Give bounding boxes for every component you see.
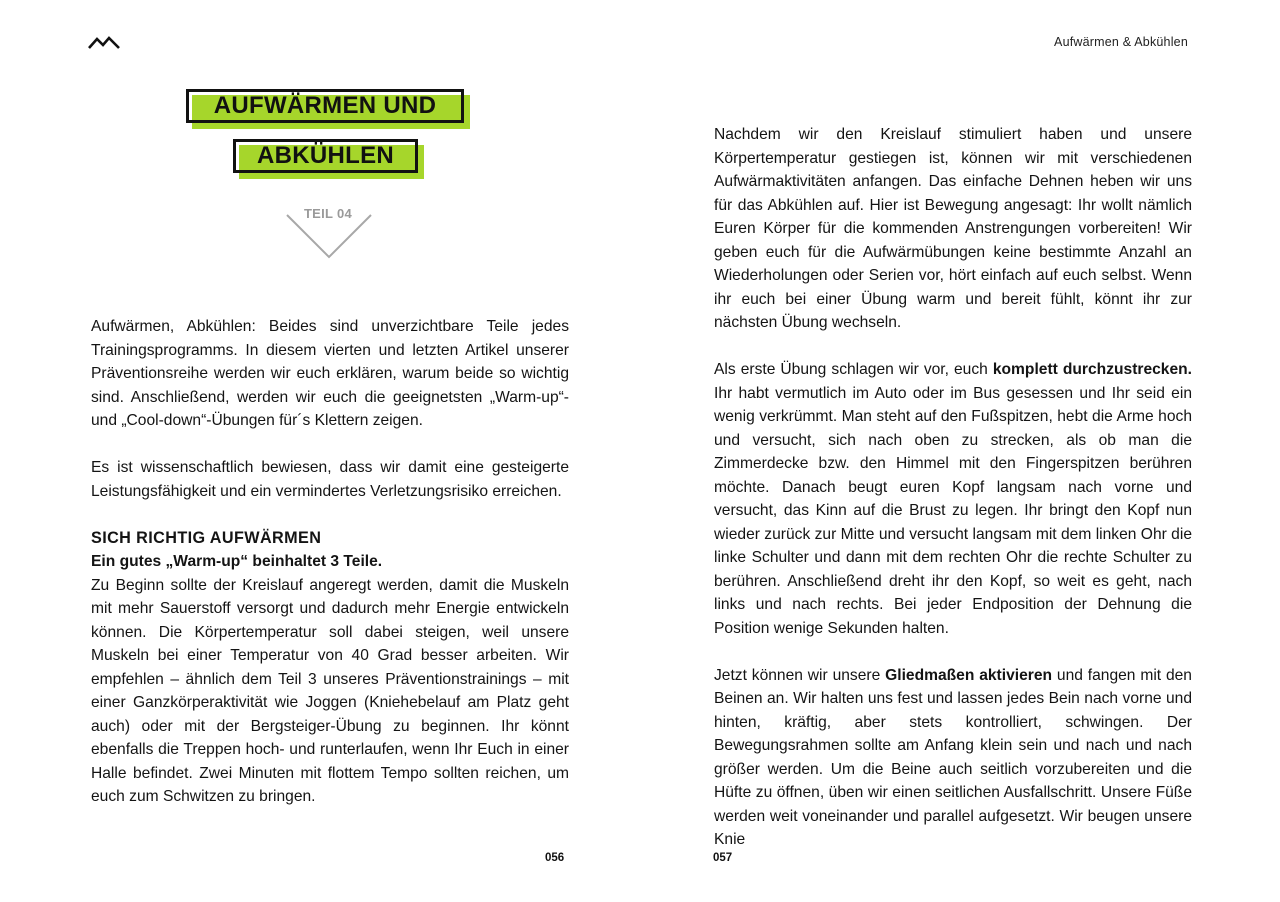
section-heading: SICH RICHTIG AUFWÄRMEN [91, 528, 322, 547]
body-paragraph: Zu Beginn sollte der Kreislauf angeregt werden, damit die Muskeln mit mehr Sauerstoff versorgt und dadurch mehr Energie entwickeln können. Die Körpertemperatur soll dabei steigen, weil unsere Muskeln bei einer Temperatur von 40 Grad besser arbeiten. Wir empfehlen – ähnlich dem Teil 3 unseres Präventionstrainings – mit einer Ganzkörperaktivität wie Joggen (Kniehebelauf am Platz geht auch) oder mit der Bergsteiger-Übung zu beginnen. Ihr könnt ebenfalls die Treppen hoch- und runterlaufen, wenn Ihr Euch in einer Halle befindet. Zwei Minuten mit flottem Tempo sollten reichen, um euch zum Schwitzen zu bringen. [91, 576, 569, 805]
mountain-logo-icon [88, 34, 120, 50]
page-number-right: 057 [713, 852, 733, 864]
chevron-down-icon [285, 213, 373, 261]
intro-paragraph: Aufwärmen, Abkühlen: Beides sind unverzichtbare Teile jedes Trainingsprogramms. In diesem vierten und letzten Artikel unserer Präventionsreihe werden wir euch erklären, warum beide so wichtig sind. Anschließend, werden wir euch die geeignetsten „Warm-up“- und „Cool-down“-Übungen für´s Klettern zeigen. [91, 318, 569, 429]
left-page-body [91, 315, 569, 809]
text-run: und fangen mit den Beinen an. Wir halten uns fest und lassen jedes Bein nach vorne und hinten, kräftig, aber stets kontrolliert, schwingen. Der Bewegungsrahmen sollte am Anfang klein sein und nach und nach größer werden. Um die Beine auch seitlich vorzubereiten und die Hüfte zu öffnen, üben wir einen seitlichen Ausfallschritt. Unsere Füße werden weit voneinander und parallel aufgesetzt. Wir beugen unsere Knie [714, 666, 1192, 848]
page-number-left: 056 [545, 852, 565, 864]
subheading: Ein gutes „Warm-up“ beinhaltet 3 Teile. [91, 553, 383, 570]
right-page-body [714, 123, 1192, 852]
text-run: Ihr habt vermutlich im Auto oder im Bus gesessen und Ihr seid ein wenig verkrümmt. Man steht auf den Fußspitzen, hebt die Arme hoch und versucht, sich nach oben zu strecken, als ob man die Zimmerdecke bzw. den Himmel mit den Fingerspitzen berühren möchte. Danach beugt euren Kopf langsam nach vorne und versucht, das Kinn auf die Brust zu legen. Ihr bringt den Kopf nun wieder zurück zur Mitte und versucht langsam mit dem linken Ohr die linke Schulter und dann mit dem rechten Ohr die rechte Schulter zu berühren. Anschließend dreht ihr den Kopf, so weit es geht, nach links und nach rechts. Bei jeder Endposition der Dehnung die Position wenige Sekunden halten. [714, 384, 1192, 637]
body-paragraph: Es ist wissenschaftlich bewiesen, dass wir damit eine gesteigerte Leistungsfähigkeit und ein vermindertes Verletzungsrisiko erreichen. [91, 459, 569, 500]
running-header: Aufwärmen & Abkühlen [1054, 35, 1188, 49]
emphasis-text: Gliedmaßen aktivieren [885, 666, 1053, 684]
emphasis-text: komplett durchzustrecken. [992, 361, 1192, 378]
text-run: Als erste Übung schlagen wir vor, euch [714, 361, 993, 378]
chapter-title-line-2 [233, 139, 418, 173]
part-label: TEIL 04 [303, 206, 353, 221]
text-run: Jetzt können wir unsere [714, 666, 886, 684]
body-paragraph [714, 664, 1192, 852]
chapter-title-text: ABKÜHLEN [256, 142, 395, 169]
chapter-title-text: AUFWÄRMEN UND [213, 92, 437, 119]
body-paragraph [714, 358, 1192, 640]
chapter-title-line-1 [186, 89, 464, 123]
body-paragraph: Nachdem wir den Kreislauf stimuliert haben und unsere Körpertemperatur gestiegen ist, können wir mit verschiedenen Aufwärmaktivitäten anfangen. Das einfache Dehnen heben wir uns für das Abkühlen auf. Hier ist Bewegung angesagt: Ihr wollt nämlich Euren Körper für die kommenden Anstrengungen vorbereiten! Wir geben euch für die Aufwärmübungen keine bestimmte Anzahl an Wiederholungen oder Serien vor, hört einfach auf euch selbst. Wenn ihr euch bei einer Übung warm und bereit fühlt, könnt ihr zur nächsten Übung wechseln. [714, 126, 1192, 331]
